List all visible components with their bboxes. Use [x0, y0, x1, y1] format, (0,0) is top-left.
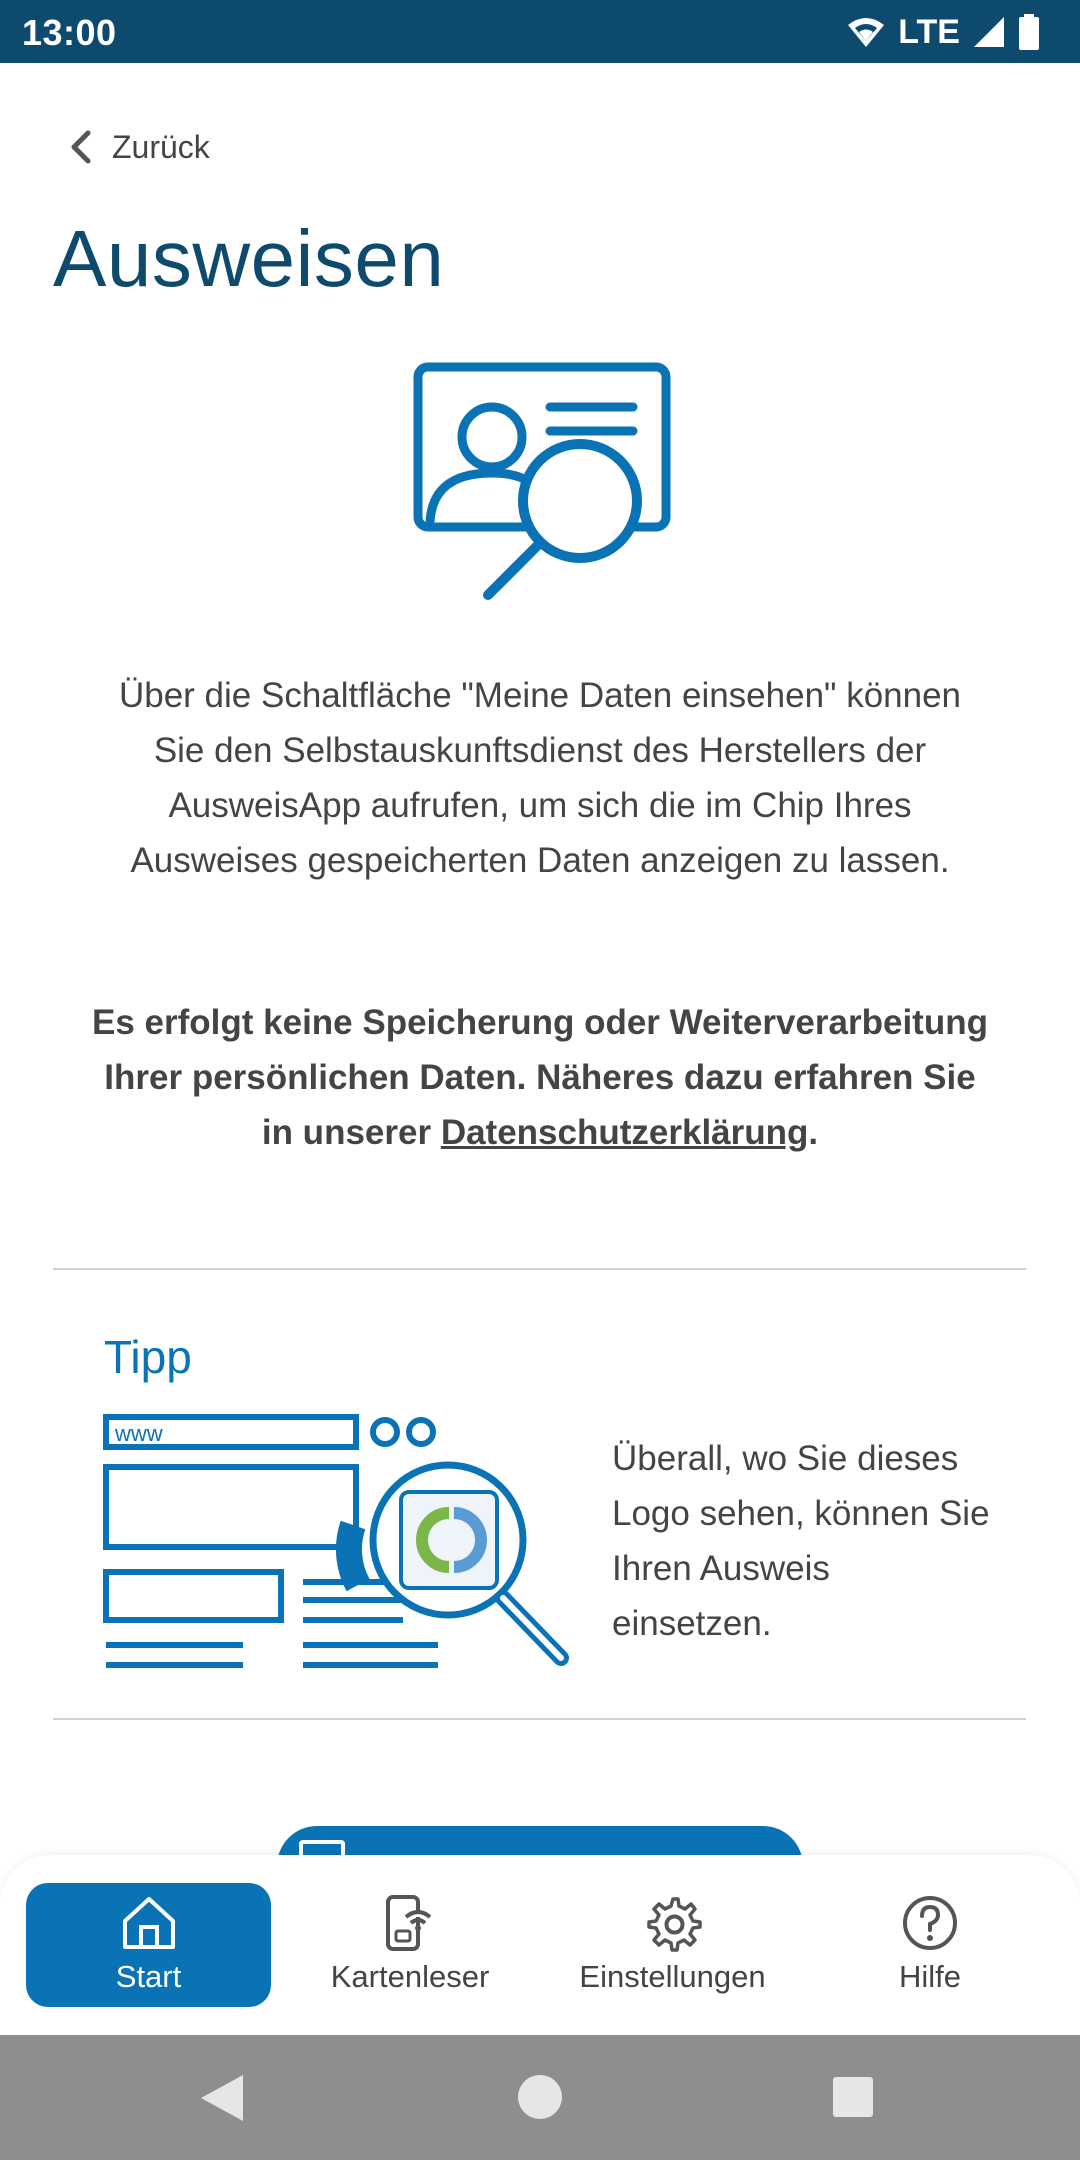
website-logo-illustration [103, 1410, 583, 1670]
home-icon [119, 1893, 179, 1953]
nav-item-settings[interactable] [560, 1883, 785, 2007]
back-button[interactable] [70, 122, 210, 172]
privacy-notice-text: Es erfolgt keine Speicherung oder Weiterverarbeitung Ihrer persönlichen Daten. Näheres dazu erfahren Sie in unserer [92, 1003, 988, 1152]
nav-item-start[interactable] [26, 1883, 271, 2007]
wifi-icon [846, 15, 886, 49]
bottom-navigation [0, 1855, 1080, 2035]
status-icons [846, 12, 1040, 52]
nav-item-card-reader[interactable] [300, 1883, 520, 2007]
status-time: 13:00 [22, 12, 117, 53]
nav-label-settings: Einstellungen [579, 1959, 766, 1994]
tip-text: Überall, wo Sie dieses Logo sehen, können Sie Ihren Ausweis einsetzen. [612, 1439, 990, 1643]
status-bar [0, 0, 1080, 63]
system-navigation-bar [0, 2035, 1080, 2160]
system-recents-icon[interactable] [831, 2075, 875, 2119]
card-reader-icon [380, 1893, 440, 1953]
page-title: Ausweisen [53, 214, 445, 303]
gear-icon [643, 1893, 703, 1953]
system-home-icon[interactable] [516, 2073, 564, 2121]
network-type: LTE [898, 12, 960, 51]
privacy-policy-link[interactable]: Datenschutzerklärung [440, 1113, 809, 1152]
nav-label-card-reader: Kartenleser [330, 1959, 490, 1994]
signal-icon [972, 15, 1006, 49]
nav-item-help[interactable] [840, 1883, 1020, 2007]
help-icon [900, 1893, 960, 1953]
id-card-search-icon [400, 355, 680, 625]
system-back-icon[interactable] [195, 2073, 249, 2123]
divider-top [53, 1268, 1026, 1270]
tip-title: Tipp [104, 1331, 192, 1383]
intro-text: Über die Schaltfläche "Meine Daten einsehen" können Sie den Selbstauskunftsdienst des Herstellers der AusweisApp aufrufen, um sich die im Chip Ihres Ausweises gespeicherten Daten anzeigen zu lassen. [118, 676, 962, 880]
back-label: Zurück [112, 128, 210, 165]
nav-label-start: Start [115, 1959, 182, 1994]
chevron-left-icon [70, 130, 92, 164]
nav-label-help: Hilfe [898, 1959, 961, 1994]
illustration-www-label: www [115, 1421, 163, 1446]
privacy-notice [90, 995, 990, 1160]
battery-icon [1018, 14, 1040, 50]
privacy-notice-period: . [808, 1113, 819, 1152]
divider-bottom [53, 1718, 1026, 1720]
